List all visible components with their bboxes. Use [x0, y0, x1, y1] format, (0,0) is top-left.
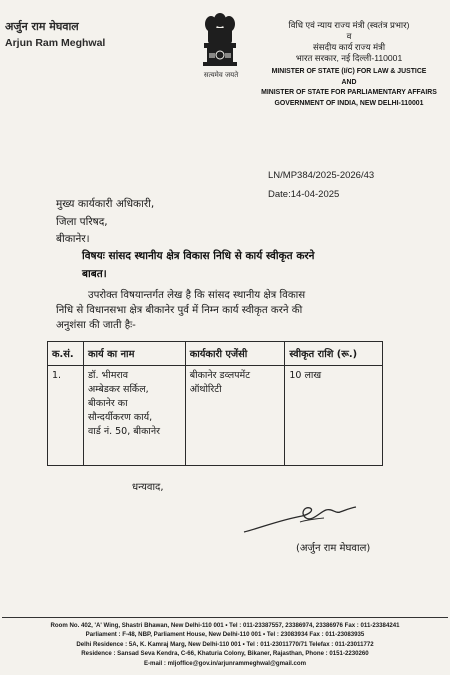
ministry-english-line-2: AND [341, 78, 357, 86]
footer-line-1: Room No. 402, 'A' Wing, Shastri Bhawan, New Delhi-110 001 • Tel : 011-23387557, 23386974, 23386976 Fax : 011-23384241 [50, 622, 400, 629]
header-amount: स्वीकृत राशि (रू.) [285, 342, 383, 366]
body-line-1: उपरोक्त विषयान्तर्गत लेख है कि सांसद स्थानीय क्षेत्र विकास [88, 290, 306, 301]
reference-number: LN/MP384/2025-2026/43 [268, 170, 375, 181]
footer-divider [2, 617, 448, 618]
sender-name-hindi: अर्जुन राम मेघवाल [5, 20, 79, 33]
agency-line: बीकानेर डव्लपमेंट [189, 370, 251, 381]
body-line-2: निधि से विधानसभा क्षेत्र बीकानेर पुर्व में निम्न कार्य स्वीकृत करने की [56, 305, 303, 316]
addressee-line-2: जिला परिषद, [56, 215, 108, 228]
work-line: वार्ड नं. 50, बीकानेर [87, 426, 161, 437]
work-line: बीकानेर का [87, 398, 128, 409]
subject-block [82, 247, 402, 283]
header-agency: कार्यकारी एजेंसी [185, 342, 285, 366]
work-line: सौन्दर्यीकरण कार्य, [87, 412, 153, 423]
body-line-3: अनुशंसा की जाती हैः- [56, 320, 136, 331]
emblem-motto: सत्यमेव जयते [203, 71, 239, 79]
signature-icon [240, 498, 360, 538]
works-table [47, 341, 383, 466]
work-line: डॉ. भीमराव [87, 370, 128, 381]
subject-line-1: विषयः सांसद स्थानीय क्षेत्र विकास निधि से कार्य स्वीकृत करने [82, 250, 315, 262]
ministry-hindi-line-2: व [346, 31, 352, 41]
body-paragraph [56, 288, 391, 333]
cell-agency [185, 366, 285, 466]
sender-name-english: Arjun Ram Meghwal [5, 37, 106, 49]
cell-work-name [83, 366, 185, 466]
table-row [48, 366, 383, 466]
signatory-name: (अर्जुन राम मेघवाल) [296, 543, 371, 554]
ministry-english-line-3: MINISTER OF STATE FOR PARLIAMENTARY AFFAIRS [261, 89, 437, 96]
work-line: अम्बेडकर सर्किल, [87, 384, 149, 395]
addressee-line-1: मुख्य कार्यकारी अधिकारी, [56, 198, 155, 210]
thanks-text: धन्यवाद, [132, 482, 164, 493]
subject-line-2: बाबत। [82, 268, 107, 280]
footer-line-3: Delhi Residence : 5A, K. Kamraj Marg, New Delhi-110 001 • Tel : 011-23011770/71 Telefax : 011-23011772 [76, 640, 374, 648]
header-serial: क.सं. [48, 342, 84, 366]
ministry-english-line-4: GOVERNMENT OF INDIA, NEW DELHI-110001 [274, 99, 424, 107]
ministry-hindi-line-3: संसदीय कार्य राज्य मंत्री [312, 42, 386, 52]
reference-block [268, 166, 374, 204]
letter-date: Date:14-04-2025 [268, 189, 340, 200]
cell-serial: 1. [48, 366, 84, 466]
agency-line: ऑथोरिटी [189, 384, 222, 395]
footer-block [0, 621, 450, 668]
ministry-english-line-1: MINISTER OF STATE (I/C) FOR LAW & JUSTICE [271, 68, 427, 75]
footer-line-4: Residence : Sansad Seva Kendra, C-66, Khaturia Colony, Bikaner, Rajasthan, Phone : 0151-2230260 [81, 650, 369, 658]
cell-amount: 10 लाख [285, 366, 383, 466]
header-work-name: कार्य का नाम [83, 342, 185, 366]
footer-line-5: E-mail : mljoffice@gov.in/arjunrammeghwal@gmail.com [143, 659, 307, 667]
ministry-hindi-line-1: विधि एवं न्याय राज्य मंत्री (स्वतंत्र प्रभार) [288, 20, 410, 30]
addressee-block [56, 196, 154, 249]
addressee-line-3: बीकानेर। [56, 233, 90, 245]
ministry-header [252, 20, 446, 109]
table-header-row [48, 342, 383, 366]
footer-line-2: Parliament : F-48, NBP, Parliament House, New Delhi-110 001 • Tel : 23083934 Fax : 011-23083935 [85, 631, 365, 639]
ministry-hindi-line-4: भारत सरकार, नई दिल्ली-110001 [295, 53, 403, 63]
ashoka-emblem-icon [194, 10, 246, 72]
